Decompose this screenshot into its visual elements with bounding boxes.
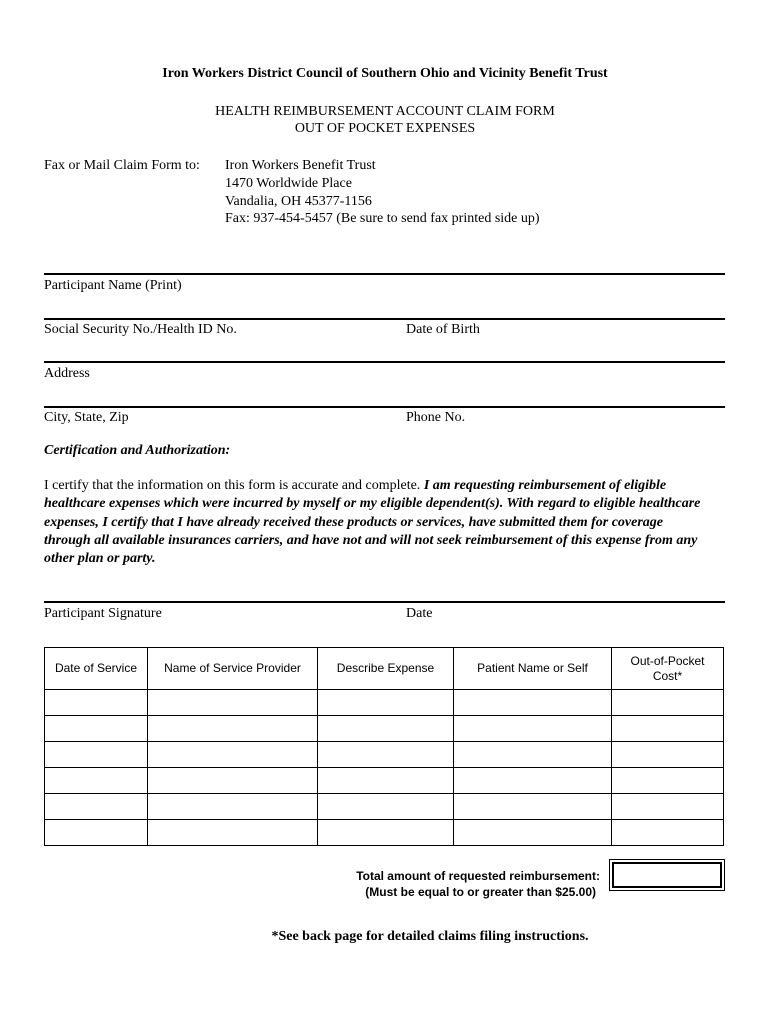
total-amount-box[interactable] xyxy=(612,862,722,888)
table-cell[interactable] xyxy=(318,768,454,794)
certification-paragraph xyxy=(44,477,704,568)
ssn-label: Social Security No./Health ID No. xyxy=(44,322,237,337)
table-cell[interactable] xyxy=(318,794,454,820)
phone-label: Phone No. xyxy=(406,410,466,425)
signature-line[interactable] xyxy=(44,601,725,603)
table-cell[interactable] xyxy=(45,690,148,716)
table-cell[interactable] xyxy=(45,716,148,742)
column-header-out-of-pocket-cost xyxy=(612,648,724,690)
city-state-zip-label: City, State, Zip xyxy=(44,410,129,425)
certification-plain-text: I certify that the information on this form is accurate and complete. xyxy=(44,478,424,493)
table-cell[interactable] xyxy=(148,690,318,716)
table-cell[interactable] xyxy=(454,820,612,846)
table-cell[interactable] xyxy=(454,768,612,794)
table-cell[interactable] xyxy=(318,716,454,742)
certification-heading: Certification and Authorization: xyxy=(44,443,231,458)
table-cell[interactable] xyxy=(612,742,724,768)
table-cell[interactable] xyxy=(148,794,318,820)
mailing-line: Fax: 937-454-5457 (Be sure to send fax printed side up) xyxy=(225,211,540,226)
table-row xyxy=(45,768,724,794)
footer-note: *See back page for detailed claims filing instructions. xyxy=(271,929,589,944)
table-cell[interactable] xyxy=(45,820,148,846)
column-header-patient-name: Patient Name or Self xyxy=(454,648,612,690)
address-line[interactable] xyxy=(44,361,725,363)
table-cell[interactable] xyxy=(45,794,148,820)
mailing-line: Iron Workers Benefit Trust xyxy=(225,158,376,173)
table-row xyxy=(45,690,724,716)
table-cell[interactable] xyxy=(318,690,454,716)
table-cell[interactable] xyxy=(454,690,612,716)
column-header-date-of-service: Date of Service xyxy=(45,648,148,690)
table-cell[interactable] xyxy=(612,716,724,742)
organization-title: Iron Workers District Council of Southern Ohio and Vicinity Benefit Trust xyxy=(162,66,608,81)
dob-label: Date of Birth xyxy=(406,322,480,337)
table-cell[interactable] xyxy=(45,742,148,768)
column-header-describe-expense: Describe Expense xyxy=(318,648,454,690)
table-header-row xyxy=(45,648,724,690)
table-cell[interactable] xyxy=(148,768,318,794)
total-note: (Must be equal to or greater than $25.00) xyxy=(365,885,596,899)
certification-emphasis-text: I am requesting reimbursement of eligible healthcare expenses which were incurred by myself or my eligible dependent(s). With regard to eligible healthcare expenses, I certify that I have already received these products or services, have submitted them for coverage through all available insurances carriers, and have not and will not seek reimbursement of this expense from any other plan or party. xyxy=(44,478,701,567)
mailing-line: 1470 Worldwide Place xyxy=(225,176,352,191)
table-row xyxy=(45,794,724,820)
table-cell[interactable] xyxy=(612,820,724,846)
table-cell[interactable] xyxy=(454,794,612,820)
table-cell[interactable] xyxy=(612,768,724,794)
participant-signature-label: Participant Signature xyxy=(44,606,162,621)
ssn-dob-line[interactable] xyxy=(44,318,725,320)
mailing-line: Vandalia, OH 45377-1156 xyxy=(225,194,372,209)
signature-date-label: Date xyxy=(406,606,433,621)
column-header-service-provider: Name of Service Provider xyxy=(148,648,318,690)
participant-name-line[interactable] xyxy=(44,273,725,275)
mailing-label: Fax or Mail Claim Form to: xyxy=(44,158,200,173)
participant-name-label: Participant Name (Print) xyxy=(44,278,182,293)
table-cell[interactable] xyxy=(612,690,724,716)
form-subtitle: OUT OF POCKET EXPENSES xyxy=(294,121,476,136)
out-of-pocket-cost-header-text: Out-of-Pocket Cost* xyxy=(630,653,705,683)
table-cell[interactable] xyxy=(318,820,454,846)
table-cell[interactable] xyxy=(148,716,318,742)
address-label: Address xyxy=(44,366,90,381)
table-row xyxy=(45,820,724,846)
total-label: Total amount of requested reimbursement: xyxy=(356,869,600,883)
city-phone-line[interactable] xyxy=(44,406,725,408)
table-row xyxy=(45,716,724,742)
form-title: HEALTH REIMBURSEMENT ACCOUNT CLAIM FORM xyxy=(215,104,555,119)
table-cell[interactable] xyxy=(45,768,148,794)
table-cell[interactable] xyxy=(454,716,612,742)
table-cell[interactable] xyxy=(454,742,612,768)
table-cell[interactable] xyxy=(318,742,454,768)
table-cell[interactable] xyxy=(148,820,318,846)
claims-table xyxy=(44,647,724,846)
table-row xyxy=(45,742,724,768)
table-cell[interactable] xyxy=(148,742,318,768)
table-cell[interactable] xyxy=(612,794,724,820)
